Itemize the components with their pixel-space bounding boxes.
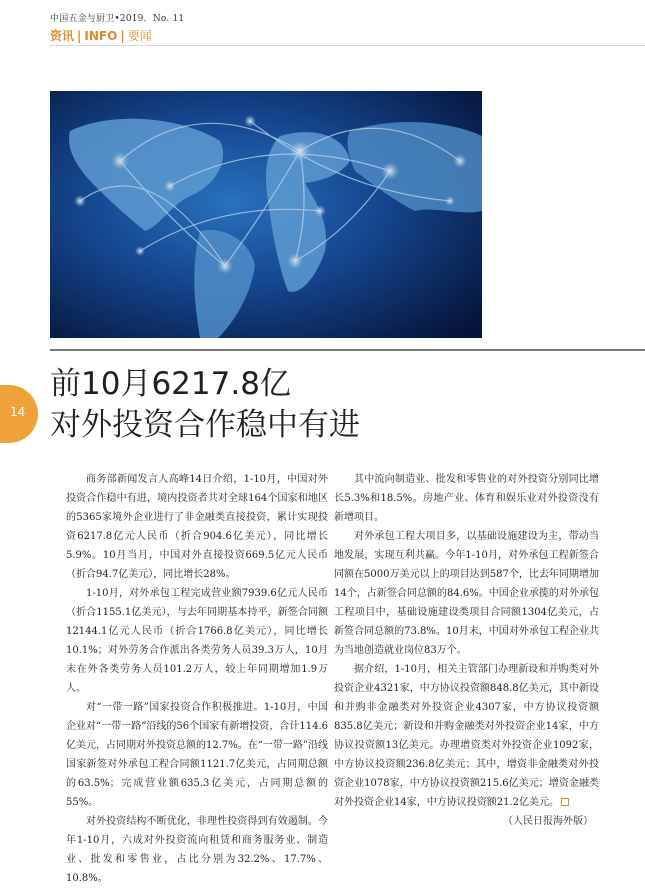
paragraph: 商务部新闻发言人高峰14日介绍，1-10月，中国对外投资合作稳中有进，境内投资者共对全球164个国家和地区的5365家境外企业进行了非金融类直接投资，累计实现投资6217.8亿元人民币（折合904.6亿美元），同比增长5.9%。10月当月，中国对外直接投资669.5亿元人民币（折合94.7亿美元），同比增长28%。 xyxy=(66,474,328,580)
paragraph-with-end-mark xyxy=(334,660,599,812)
section-cn: 资讯 xyxy=(50,29,75,43)
article-source: （人民日报海外版） xyxy=(503,816,593,827)
section-en: INFO xyxy=(84,29,118,43)
end-mark-icon xyxy=(561,798,569,806)
article-headline xyxy=(50,364,360,446)
paragraph: 对外承包工程大项目多，以基础设施建设为主，带动当地发展，实现互利共赢。今年1-10月，对外承包工程新签合同额在5000万美元以上的项目达到587个，比去年同期增加14个，占新签合同总额的84.6%。中国企业承揽的对外承包工程项目中，基础设施建设类项目合同额1304亿美元，占新签合同总额的73.8%。10月末，中国对外承包工程企业共为当地创造就业岗位83万个。 xyxy=(334,531,599,656)
article-column-left xyxy=(66,470,328,888)
world-network-illustration xyxy=(50,91,482,338)
header-rule xyxy=(50,45,645,46)
section-label xyxy=(50,27,152,44)
paragraph: 其中流向制造业、批发和零售业的对外投资分别同比增长5.3%和18.5%。房地产业、体育和娱乐业对外投资没有新增项目。 xyxy=(334,474,599,523)
image-divider-rule xyxy=(50,349,645,351)
paragraph-text: 据介绍，1-10月，相关主管部门办理新设和并购类对外投资企业4321家，中方协议投资额848.8亿美元，其中新设和并购非金融类对外投资企业4307家，中方协议投资额835.8亿美元；新设和并购金融类对外投资企业14家，中方协议投资额13亿美元。办理增资类对外投资企业1092家，中方协议投资额236.8亿美元；其中，增资非金融类对外投资企业1078家，中方协议投资额215.6亿美元；增资金融类对外投资企业14家，中方协议投资额21.2亿美元。 xyxy=(334,664,599,808)
headline-line-2: 对外投资合作稳中有进 xyxy=(50,407,360,443)
article-column-right xyxy=(334,470,599,831)
journal-issue: 中国五金与厨卫•2019．No. 11 xyxy=(50,14,185,24)
paragraph: 1-10月，对外承包工程完成营业额7939.6亿元人民币（折合1155.1亿美元），与去年同期基本持平，新签合同额12144.1亿元人民币（折合1766.8亿美元），同比增长10.1%；对外劳务合作派出各类劳务人员39.3万人，10月末在外各类劳务人员101.2万人，较上年同期增加1.9万人。 xyxy=(66,588,328,694)
paragraph: 对外投资结构不断优化，非理性投资得到有效遏制。今年1-10月，六成对外投资流向租赁和商务服务业、制造业、批发和零售业，占比分别为32.2%、17.7%、10.8%。 xyxy=(66,816,328,884)
section-sub: 要闻 xyxy=(127,29,152,43)
page-number: 14 xyxy=(10,405,26,419)
section-separator: | xyxy=(120,29,125,43)
headline-line-1: 前10月6217.8亿 xyxy=(50,366,291,402)
section-separator: | xyxy=(77,29,82,43)
hero-image-world-map xyxy=(50,91,482,338)
paragraph: 对“一带一路”国家投资合作积极推进。1-10月，中国企业对“一带一路”沿线的56个国家有新增投资，合计114.6亿美元，占同期对外投资总额的12.7%。在“一带一路”沿线国家新签对外承包工程合同额1121.7亿美元，占同期总额的63.5%；完成营业额635.3亿美元，占同期总额的55%。 xyxy=(66,702,328,808)
